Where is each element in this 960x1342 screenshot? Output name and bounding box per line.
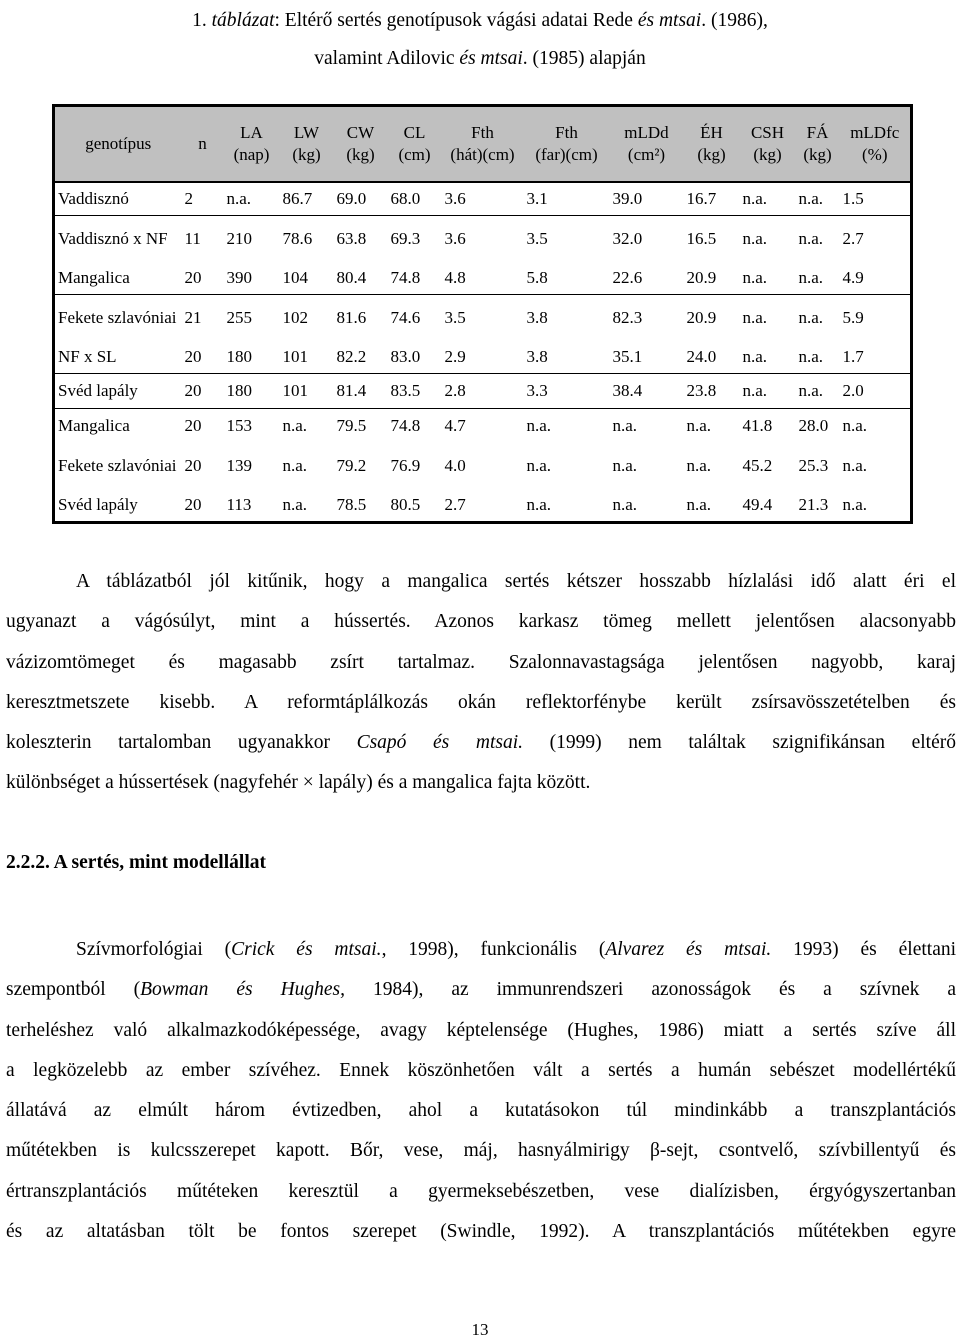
citation: Alvarez és mtsai.	[605, 939, 772, 960]
table-cell: 5.9	[842, 307, 864, 327]
column-header	[182, 106, 224, 182]
table-cell: 139	[226, 455, 252, 475]
table-cell: 255	[226, 307, 252, 327]
citation: Bowman és Hughes,	[140, 979, 346, 1001]
table-cell: 2.0	[840, 373, 912, 408]
table-cell: 79.5	[336, 415, 367, 435]
table-cell: n.a.	[526, 415, 552, 435]
caption-label: táblázat	[211, 10, 275, 31]
table-cell: n.a.	[742, 307, 768, 327]
table-cell: 69.3	[390, 228, 421, 248]
column-header-title: CW	[346, 122, 375, 142]
table-cell: 22.6	[610, 262, 684, 295]
table-cell: 3.8	[526, 307, 548, 327]
table-cell: 3.6	[442, 182, 524, 216]
table-cell: n.a.	[798, 228, 824, 248]
table-cell: 74.8	[388, 262, 442, 295]
table-cell: n.a.	[740, 182, 796, 216]
table-cell: 3.5	[526, 228, 548, 248]
table-cell: 20	[184, 494, 202, 514]
column-header-unit: (nap)	[233, 144, 270, 164]
text-run: Szívmorfológiai (	[76, 939, 232, 960]
table-cell: 180	[224, 341, 280, 374]
column-header-unit: (kg)	[697, 144, 726, 164]
table-cell: 38.4	[610, 373, 684, 408]
paragraph-line: értranszplantációs műtéteken keresztül a gyermeksebészetben, vese dialízisben, érgyógyszertanban	[6, 1180, 956, 1202]
row-label: NF x SL	[54, 341, 182, 374]
table-cell: n.a.	[740, 373, 796, 408]
column-header	[224, 106, 280, 182]
column-header-unit: (%)	[862, 144, 888, 164]
table-cell: 2.8	[442, 373, 524, 408]
column-header-title: CSH	[750, 122, 785, 142]
table-cell: 113	[226, 494, 252, 514]
section-heading: 2.2.2. A sertés, mint modellállat	[6, 852, 266, 873]
table-cell: 4.0	[444, 455, 466, 475]
paragraph-line	[6, 930, 956, 970]
table-cell: n.a.	[842, 494, 868, 514]
paragraph-line: ugyanazt a vágósúlyt, mint a hússertés. Azonos karkasz tömeg mellett jelentősen alacsonyabb	[6, 611, 956, 633]
table-cell: 1.7	[840, 341, 912, 374]
table-cell: 20	[184, 455, 202, 475]
column-header-title: CL	[403, 122, 426, 142]
row-label: Fekete szlavóniai	[58, 307, 177, 327]
paragraph-1	[6, 562, 956, 804]
table-cell: 81.4	[334, 373, 388, 408]
table-cell: 79.2	[336, 455, 367, 475]
table-row	[54, 408, 912, 443]
column-header-title: genotípus	[85, 133, 152, 153]
paragraph-line: állatává az elmúlt három évtizedben, ahol a kutatásokon túl mindinkább a transzplantációs	[6, 1100, 956, 1122]
table-cell: 2.7	[842, 228, 864, 248]
paragraph-line: és az altatásban tölt be fontos szerepet (Swindle, 1992). A transzplantációs műtétekben egyre	[6, 1221, 956, 1243]
table-cell: 41.8	[742, 415, 773, 435]
table-cell: n.a.	[282, 415, 308, 435]
citation: Csapó és mtsai.	[356, 732, 523, 754]
table-row	[54, 294, 912, 341]
caption-text: . (1986),	[701, 10, 768, 31]
table-cell: 25.3	[798, 455, 829, 475]
table-cell: 69.0	[334, 182, 388, 216]
table-cell: 23.8	[684, 373, 740, 408]
column-header	[524, 106, 610, 182]
table-cell: 35.1	[610, 341, 684, 374]
table-cell: 83.5	[388, 373, 442, 408]
table-cell: 3.3	[524, 373, 610, 408]
column-header-title: LW	[293, 122, 320, 142]
row-label: Mangalica	[58, 415, 130, 435]
table-cell: n.a.	[686, 415, 712, 435]
table-cell: 3.8	[524, 341, 610, 374]
table-row	[54, 373, 912, 408]
table-cell: n.a.	[842, 455, 868, 475]
column-header-title: mLDfc	[850, 122, 900, 142]
caption-text: valamint Adilovic	[314, 48, 460, 69]
table-cell: 76.9	[390, 455, 421, 475]
table-cell: n.a.	[224, 182, 280, 216]
column-header	[54, 106, 182, 182]
table-cell: n.a.	[740, 262, 796, 295]
citation: Crick és mtsai.	[231, 939, 382, 960]
caption-number: 1.	[192, 10, 212, 31]
row-label: Mangalica	[54, 262, 182, 295]
row-label: Svéd lapály	[58, 494, 138, 514]
paragraph-line	[6, 723, 956, 763]
column-header	[740, 106, 796, 182]
table-cell: n.a.	[796, 341, 840, 374]
table-cell: n.a.	[612, 415, 638, 435]
text-run: szempontból (	[6, 979, 141, 1001]
paragraph-line: terheléshez való alkalmazkodóképessége, avagy képtelensége (Hughes, 1986) miatt a sertés szíve áll	[6, 1019, 956, 1041]
table-cell: 78.6	[282, 228, 313, 248]
table-cell: n.a.	[796, 262, 840, 295]
column-header-title: mLDd	[624, 122, 669, 142]
table-cell: 3.6	[444, 228, 466, 248]
table-cell: 4.7	[444, 415, 466, 435]
column-header	[796, 106, 840, 182]
table-cell: 3.1	[524, 182, 610, 216]
column-header-title: FÁ	[806, 122, 829, 142]
table-cell: 20	[182, 262, 224, 295]
table-cell: n.a.	[740, 341, 796, 374]
table-cell: 45.2	[742, 455, 773, 475]
table-cell: 83.0	[388, 341, 442, 374]
table-cell: 101	[280, 373, 334, 408]
column-header-unit: (far)(cm)	[535, 144, 598, 164]
paragraph-line	[6, 970, 956, 1010]
table-cell: 78.5	[336, 494, 367, 514]
table-cell: 49.4	[742, 494, 773, 514]
table-cell: 210	[226, 228, 252, 248]
table-cell: 2	[182, 182, 224, 216]
table-cell: n.a.	[526, 455, 552, 475]
table-cell: 3.5	[444, 307, 466, 327]
column-header-unit: (kg)	[346, 144, 375, 164]
column-header	[334, 106, 388, 182]
table-cell: 24.0	[684, 341, 740, 374]
caption-text: : Eltérő sertés genotípusok vágási adatai Rede	[274, 10, 638, 31]
text-run: 1993) és élettani	[771, 939, 957, 960]
column-header	[280, 106, 334, 182]
table-cell: 16.5	[686, 228, 717, 248]
table-cell: 153	[226, 415, 252, 435]
column-header	[610, 106, 684, 182]
table-cell: n.a.	[282, 494, 308, 514]
table-cell: n.a.	[796, 373, 840, 408]
row-label: Vaddisznó	[54, 182, 182, 216]
column-header-title: ÉH	[700, 122, 723, 142]
column-header	[684, 106, 740, 182]
column-header-unit: (kg)	[803, 144, 832, 164]
column-header	[442, 106, 524, 182]
table-cell: n.a.	[686, 455, 712, 475]
table-cell: 86.7	[280, 182, 334, 216]
table-cell: n.a.	[798, 307, 824, 327]
table-cell: n.a.	[612, 494, 638, 514]
table-cell: 82.2	[334, 341, 388, 374]
slaughter-data-table	[52, 104, 913, 524]
caption-text: . (1985) alapján	[522, 48, 646, 69]
table-cell: 68.0	[388, 182, 442, 216]
table-cell: 74.8	[390, 415, 421, 435]
table-caption	[0, 2, 960, 78]
text-run: , 1998), funkcionális (	[381, 939, 606, 960]
table-row	[54, 215, 912, 262]
table-cell: 21.3	[798, 494, 829, 514]
column-header-title: LA	[240, 122, 263, 142]
table-cell: 20.9	[684, 262, 740, 295]
table-header-row	[54, 106, 912, 182]
table-cell: n.a.	[796, 182, 840, 216]
table-cell: n.a.	[686, 494, 712, 514]
table-cell: 16.7	[684, 182, 740, 216]
table-cell: 39.0	[610, 182, 684, 216]
table-cell: 5.8	[524, 262, 610, 295]
paragraph-line: műtétekben is kulcsszerepet kapott. Bőr, vese, máj, hasnyálmirigy β-sejt, csontvelő, szívbillentyű és	[6, 1140, 956, 1162]
row-label: Svéd lapály	[54, 373, 182, 408]
paragraph-line: keresztmetszete kisebb. A reformtáplálkozás okán reflektorfénybe került zsírsavösszetételben és	[6, 691, 956, 713]
column-header-title: n	[198, 133, 207, 153]
table-cell: 11	[184, 228, 201, 248]
table-cell: 20	[184, 415, 202, 435]
table-cell: 81.6	[336, 307, 367, 327]
table-cell: 28.0	[798, 415, 829, 435]
table-row	[54, 341, 912, 374]
row-label: Fekete szlavóniai	[58, 455, 177, 475]
table-cell: 180	[224, 373, 280, 408]
paragraph-line: a legközelebb az ember szívéhez. Ennek köszönhetően vált a sertés a humán sebészet modellértékű	[6, 1059, 956, 1081]
column-header-unit: (cm²)	[627, 144, 666, 164]
paragraph-line: A táblázatból jól kitűnik, hogy a mangalica sertés kétszer hosszabb hízlalási idő alatt éri el	[76, 571, 956, 592]
table-cell: 63.8	[336, 228, 367, 248]
text-run: koleszterin tartalomban ugyanakkor	[6, 732, 357, 754]
paragraph-line: vázizomtömeget és magasabb zsírt tartalmaz. Szalonnavastagsága jelentősen nagyobb, karaj	[6, 651, 956, 673]
caption-line-2	[0, 40, 960, 78]
table-row	[54, 262, 912, 295]
table-cell: 101	[280, 341, 334, 374]
column-header-title: Fth	[555, 122, 578, 142]
text-run: (1999) nem találtak szignifikánsan eltérő	[523, 732, 956, 754]
column-header	[840, 106, 912, 182]
table-cell: 102	[282, 307, 308, 327]
table-cell: 2.7	[444, 494, 466, 514]
table-body	[54, 182, 912, 523]
table-cell: 80.5	[390, 494, 421, 514]
text-run: 1984), az immunrendszeri azonosságok és a szívnek a	[345, 979, 956, 1001]
paragraph-2	[6, 930, 956, 1252]
table-row	[54, 443, 912, 489]
column-header	[388, 106, 442, 182]
table-row	[54, 489, 912, 523]
table-cell: 2.9	[442, 341, 524, 374]
table-cell: 20	[182, 373, 224, 408]
page-number: 13	[471, 1320, 489, 1339]
table-cell: n.a.	[842, 415, 868, 435]
table-cell: 390	[224, 262, 280, 295]
table-cell: n.a.	[612, 455, 638, 475]
caption-line-1	[0, 2, 960, 40]
column-header-title: Fth	[471, 122, 494, 142]
column-header-unit: (cm)	[398, 144, 431, 164]
table-cell: n.a.	[526, 494, 552, 514]
paragraph-line: különbséget a hússertések (nagyfehér × lapály) és a mangalica fajta között.	[6, 772, 591, 794]
row-label: Vaddisznó x NF	[58, 228, 168, 248]
table-cell: 74.6	[390, 307, 421, 327]
caption-authors: és mtsai	[459, 48, 523, 69]
table-cell: 104	[280, 262, 334, 295]
table-cell: 1.5	[840, 182, 912, 216]
table-cell: 32.0	[612, 228, 643, 248]
caption-authors: és mtsai	[637, 10, 702, 31]
table-cell: n.a.	[282, 455, 308, 475]
table-cell: n.a.	[742, 228, 768, 248]
table-cell: 4.8	[442, 262, 524, 295]
column-header-unit: (kg)	[753, 144, 782, 164]
table-row	[54, 182, 912, 216]
table-cell: 20	[182, 341, 224, 374]
table-cell: 20.9	[686, 307, 717, 327]
table-cell: 80.4	[334, 262, 388, 295]
table-cell: 21	[184, 307, 202, 327]
column-header-unit: (hát)(cm)	[450, 144, 515, 164]
column-header-unit: (kg)	[292, 144, 321, 164]
table-cell: 4.9	[840, 262, 912, 295]
table-cell: 82.3	[612, 307, 643, 327]
